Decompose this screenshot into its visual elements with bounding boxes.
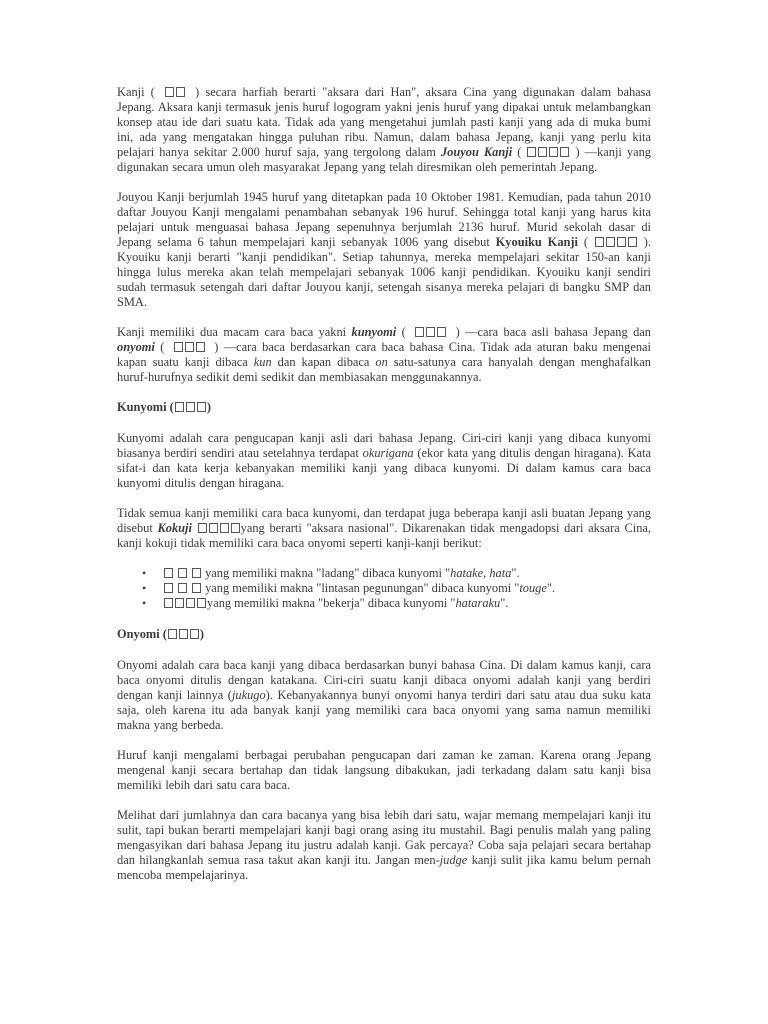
text: ). Kyouiku kanji berarti "kanji pendidikan". Setiap tahunnya, mereka mempelajari sekitar 150-an kanji hingga lulus mereka akan telah mempelajari sebanyak 1006 kanji pendidikan. Kyouiku kanji sendiri sudah termasuk setengah dari daftar Jouyou kanji, setengah sisanya mereka pelajari di bangku SMP dan SMA.: [117, 235, 651, 309]
text: (: [160, 340, 165, 354]
missing-glyph-icon: [178, 568, 187, 578]
missing-glyph-icon: [175, 402, 184, 412]
missing-glyph-icon: [174, 342, 183, 352]
missing-glyph-icon: [179, 629, 188, 639]
missing-glyph-icon: [168, 629, 177, 639]
missing-glyph-icon: [186, 598, 195, 608]
missing-glyph-icon: [549, 147, 558, 157]
text: ) —cara baca asli bahasa Jepang dan: [455, 325, 651, 339]
missing-glyph-icon: [176, 87, 185, 97]
text: Kanji memiliki dua macam cara baca yakni: [117, 325, 347, 339]
paragraph-reading-types: [117, 325, 651, 385]
text: yang memiliki makna "ladang" dibaca kunyomi ": [205, 566, 451, 580]
missing-glyph-icon: [209, 523, 218, 533]
missing-glyph-icon: [192, 583, 201, 593]
text: Kunyomi adalah cara pengucapan kanji asli dari bahasa Jepang. Ciri-ciri kanji yang dibaca kunyomi biasanya berdiri sendiri atau setelahnya terdapat: [117, 431, 651, 460]
bullet-icon: •: [142, 581, 147, 595]
term-kokuji: Kokuji: [157, 521, 192, 535]
text: (: [583, 235, 588, 249]
list-item: [142, 566, 651, 581]
text: (: [517, 145, 522, 159]
text: ".: [511, 566, 520, 580]
missing-glyph-icon: [415, 327, 424, 337]
missing-glyph-icon: [198, 523, 207, 533]
text: Tidak semua kanji memiliki cara baca kunyomi, dan terdapat juga beberapa kanji asli buatan Jepang yang disebut: [117, 506, 651, 535]
missing-glyph-icon: [606, 237, 615, 247]
text: ) —kanji yang digunakan secara umun oleh masyarakat Jepang yang telah diresmikan oleh pemerintah Jepang.: [117, 145, 651, 174]
missing-glyph-icon: [220, 523, 229, 533]
term-reading: touge: [519, 581, 547, 595]
text: ) secara harfiah berarti "aksara dari Han", aksara Cina yang digunakan dalam bahasa Jepang. Aksara kanji termasuk jenis huruf logogram yakni jenis huruf yang dipakai untuk melambangkan konsep atau ide dari suatu kata. Tidak ada yang mengetahui jumlah pasti kanji yang ada di muka bumi ini, ada yang mengatakan hingga puluhan ribu. Namun, dalam bahasa Jepang, kanji yang perlu kita pelajari hanya sekitar 2.000 huruf saja, yang tergolong dalam: [117, 85, 651, 159]
section-heading-onyomi: Onyomi ( ): [117, 627, 205, 641]
term-kyouiku-kanji: Kyouiku Kanji: [495, 235, 578, 249]
missing-glyph-icon: [186, 402, 195, 412]
text: Melihat dari jumlahnya dan cara bacanya yang bisa lebih dari satu, wajar memang mempelajari kanji itu sulit, tapi bukan berarti mempelajari kanji bagi orang asing itu mustahil. Bagi penulis malah yang paling mengasyikan dari bahasa Jepang itu justru adalah kanji. Gak percaya? Coba saja pelajari secara bertahap dan hilangkanlah semua rasa takut akan kanji itu. Jangan men-: [117, 808, 651, 867]
paragraph-intro-kanji: [117, 85, 651, 175]
missing-glyph-icon: [437, 327, 446, 337]
term-on: on: [375, 355, 388, 369]
missing-glyph-icon: [164, 583, 173, 593]
bullet-icon: •: [142, 596, 147, 610]
term-judge: judge: [439, 853, 468, 867]
text: ). Kebanyakannya bunyi onyomi hanya terdiri dari satu atau dua suku kata saja, oleh karena itu ada banyak kanji yang memiliki cara baca onyomi yang sama namun memiliki makna yang berbeda.: [117, 688, 651, 732]
term-okurigana: okurigana: [362, 446, 414, 460]
missing-glyph-icon: [595, 237, 604, 247]
text: Huruf kanji mengalami berbagai perubahan pengucapan dari zaman ke zaman. Karena orang Jepang mengenal kanji secara bertahap dan tidak langsung dibakukan, jadi terkadang dalam satu kanji bisa memiliki lebih dari satu cara baca.: [117, 748, 651, 792]
missing-glyph-icon: [197, 402, 206, 412]
paragraph-pronunciation-change: [117, 748, 651, 793]
missing-glyph-icon: [190, 629, 199, 639]
missing-glyph-icon: [196, 342, 205, 352]
text: Onyomi adalah cara baca kanji yang dibaca berdasarkan bunyi bahasa Cina. Di dalam kamus kanji, cara baca onyomi ditulis dengan katakana. Ciri-ciri suatu kanji dibaca onyomi adalah kanji yang berdiri dengan kanji lainnya (: [117, 658, 651, 702]
missing-glyph-icon: [617, 237, 626, 247]
term-reading: hatake, hata: [450, 566, 512, 580]
term-onyomi: onyomi: [117, 340, 155, 354]
bullet-icon: •: [142, 566, 147, 580]
text: Jouyou Kanji berjumlah 1945 huruf yang ditetapkan pada 10 Oktober 1981. Kemudian, pada tahun 2010 daftar Jouyou Kanji mengalami penambahan sebanyak 196 huruf. Sehingga total kanji yang harus kita pelajari untuk menguasai bahasa Jepang sepenuhnya berjumlah 2136 huruf. Murid sekolah dasar di Jepang selama 6 tahun mempelajari kanji sebanyak 1006 yang disebut: [117, 190, 651, 249]
paragraph-closing: [117, 808, 651, 883]
section-heading-kunyomi: Kunyomi ( ): [117, 400, 211, 414]
text: yang memiliki makna "lintasan pegunungan" dibaca kunyomi ": [205, 581, 520, 595]
term-reading: hataraku: [455, 596, 501, 610]
paragraph-kokuji: [117, 506, 651, 551]
missing-glyph-icon: [175, 598, 184, 608]
kokuji-examples-list: [117, 566, 651, 611]
missing-glyph-icon: [426, 327, 435, 337]
document-page: [117, 85, 651, 898]
missing-glyph-icon: [185, 342, 194, 352]
text: satu-satunya cara hanyalah dengan menghafalkan huruf-hurufnya sedikit demi sedikit dan membiasakan menggunakannya.: [117, 355, 651, 384]
text: yang berarti "aksara nasional". Dikarenakan tidak mengadopsi dari aksara Cina, kanji kokuji tidak memiliki cara baca onyomi seperti kanji-kanji berikut:: [117, 521, 651, 550]
term-kunyomi: kunyomi: [351, 325, 397, 339]
missing-glyph-icon: [538, 147, 547, 157]
text: (: [401, 325, 406, 339]
text: dan kapan dibaca: [277, 355, 370, 369]
missing-glyph-icon: [628, 237, 637, 247]
missing-glyph-icon: [165, 87, 174, 97]
term-kun: kun: [253, 355, 272, 369]
paragraph-kunyomi-definition: [117, 431, 651, 491]
text: Kanji (: [117, 85, 155, 99]
missing-glyph-icon: [192, 568, 201, 578]
text: (ekor kata yang ditulis dengan hiragana). Kata sifat-i dan kata kerja kebanyakan memiliki kanji yang dibaca kunyomi. Di dalam kamus cara baca kunyomi ditulis dengan hiragana.: [117, 446, 651, 490]
paragraph-jouyou-count: [117, 190, 651, 310]
missing-glyph-icon: [527, 147, 536, 157]
text: kanji sulit jika kamu belum pernah mencoba mempelajarinya.: [117, 853, 651, 882]
missing-glyph-icon: [164, 568, 173, 578]
text: ".: [500, 596, 509, 610]
missing-glyph-icon: [231, 523, 240, 533]
term-jouyou-kanji: Jouyou Kanji: [440, 145, 513, 159]
missing-glyph-icon: [197, 598, 206, 608]
list-item: [142, 596, 651, 611]
missing-glyph-icon: [178, 583, 187, 593]
missing-glyph-icon: [164, 598, 173, 608]
term-jukugo: jukugo: [231, 688, 266, 702]
list-item: [142, 581, 651, 596]
text: yang memiliki makna "bekerja" dibaca kunyomi ": [207, 596, 456, 610]
text: ".: [546, 581, 555, 595]
paragraph-onyomi-definition: [117, 658, 651, 733]
text: ) —cara baca berdasarkan cara baca bahasa Cina. Tidak ada aturan baku mengenai kapan suatu kanji dibaca: [117, 340, 651, 369]
missing-glyph-icon: [560, 147, 569, 157]
